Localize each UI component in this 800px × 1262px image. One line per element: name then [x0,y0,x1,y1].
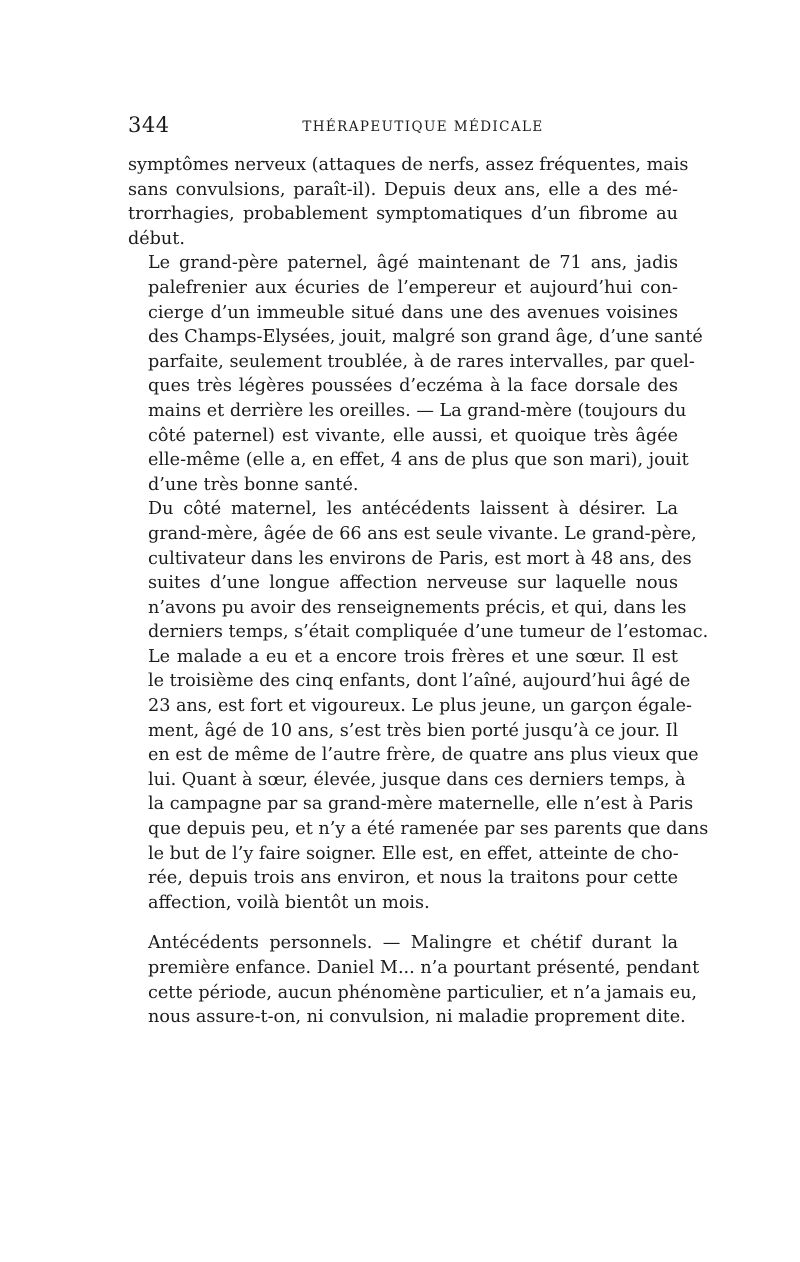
text-line: ment, âgé de 10 ans, s’est très bien porté jusqu’à ce jour. Il [148,720,679,741]
text-line: derniers temps, s’était compliquée d’une tumeur de l’estomac. [148,622,709,643]
text-line: n’avons pu avoir des renseignements précis, et qui, dans les [148,597,687,618]
text-line: la campagne par sa grand-mère maternelle, elle n’est à Paris [148,794,694,815]
paragraph [128,497,709,645]
page-header [128,113,678,143]
page-body [128,153,709,1030]
text-line: sans convulsions, paraît-il). Depuis deux ans, elle a des mé- [128,179,678,200]
text-line: Antécédents personnels. — Malingre et chétif durant la [148,933,678,954]
text-line: le troisième des cinq enfants, dont l’aîné, aujourd’hui âgé de [148,671,691,692]
text-line: suites d’une longue affection nerveuse sur laquelle nous [148,573,678,594]
text-line: palefrenier aux écuries de l’empereur et aujourd’hui con- [148,277,678,298]
text-line: Du côté maternel, les antécédents laissent à désirer. La [148,499,678,520]
page-number: 344 [128,113,170,137]
text-line: nous assure-t-on, ni convulsion, ni maladie proprement dite. [148,1007,686,1028]
text-line: symptômes nerveux (attaques de nerfs, assez fréquentes, mais [128,155,689,175]
text-line: grand-mère, âgée de 66 ans est seule vivante. Le grand-père, [148,523,697,544]
text-line: en est de même de l’autre frère, de quatre ans plus vieux que [148,745,699,766]
text-line: le but de l’y faire soigner. Elle est, en effet, atteinte de cho- [148,843,679,864]
text-line: côté paternel) est vivante, elle aussi, et quoique très âgée [148,425,678,446]
text-line: elle-même (elle a, en effet, 4 ans de plus que son mari), jouit [148,450,689,471]
text-line: mains et derrière les oreilles. — La grand-mère (toujours du [148,400,687,421]
text-line: trorrhagies, probablement symptomatiques d’un fibrome au [128,204,678,225]
running-title: THÉRAPEUTIQUE MÉDICALE [302,119,544,135]
paragraph [128,153,689,251]
text-line: affection, voilà bientôt un mois. [148,892,430,913]
text-line: Le grand-père paternel, âgé maintenant de 71 ans, jadis [148,253,678,274]
text-line: d’une très bonne santé. [148,474,359,495]
paragraph [128,645,709,916]
text-line: cultivateur dans les environs de Paris, est mort à 48 ans, des [148,548,692,569]
text-line: des Champs-Elysées, jouit, malgré son grand âge, d’une santé [148,327,703,348]
text-line: cierge d’un immeuble situé dans une des avenues voisines [148,302,678,323]
text-line: que depuis peu, et n’y a été ramenée par ses parents que dans [148,819,709,840]
text-line: Le malade a eu et a encore trois frères et une sœur. Il est [148,646,678,667]
text-line: rée, depuis trois ans environ, et nous la traitons pour cette [148,868,678,889]
text-line: 23 ans, est fort et vigoureux. Le plus jeune, un garçon égale- [148,696,692,717]
text-line: cette période, aucun phénomène particulier, et n’a jamais eu, [148,982,698,1003]
text-line: parfaite, seulement troublée, à de rares intervalles, par quel- [148,351,695,372]
paragraph [128,251,703,497]
paragraph [128,931,700,1029]
text-line: début. [128,228,185,249]
text-line: première enfance. Daniel M... n’a pourtant présenté, pendant [148,958,700,978]
text-line: ques très légères poussées d’eczéma à la face dorsale des [148,376,678,397]
text-line: lui. Quant à sœur, élevée, jusque dans ces derniers temps, à [148,769,686,790]
